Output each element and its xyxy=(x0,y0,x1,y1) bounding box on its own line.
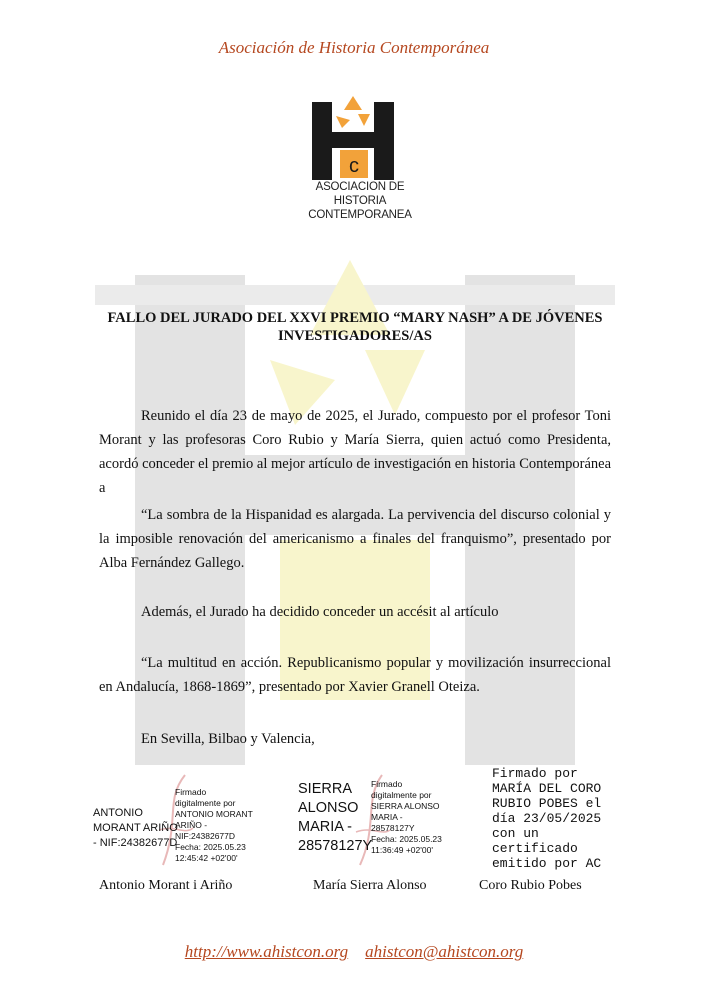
signer-name-rubio: Coro Rubio Pobes xyxy=(479,878,582,893)
signature-detail-line: ARIÑO - xyxy=(175,820,208,830)
title-line: INVESTIGADORES/AS xyxy=(278,328,432,344)
signature-name-line: ALONSO xyxy=(298,800,359,816)
footer xyxy=(0,942,708,962)
paragraph-awarded-article: “La sombra de la Hispanidad es alargada. La pervivencia del discurso colonial y la imposible renovación del americanismo a finales del franquismo”, presentado por Alba Fernández Gallego. xyxy=(99,507,611,571)
signature-detail-line: SIERRA ALONSO xyxy=(371,801,440,811)
title-line: FALLO DEL JURADO DEL XXVI PREMIO “MARY NASH” A DE JÓVENES xyxy=(107,310,603,326)
signature-text-line: con un xyxy=(492,826,539,841)
signature-text-line: emitido por AC xyxy=(492,856,602,871)
signature-detail-line: Fecha: 2025.05.23 xyxy=(175,842,246,852)
header-title: Asociación de Historia Contemporánea xyxy=(218,38,490,57)
footer-email-link[interactable]: ahistcon@ahistcon.org xyxy=(365,942,524,961)
signature-detail-line: digitalmente por xyxy=(371,790,432,800)
digital-signature-morant xyxy=(93,770,263,870)
signature-text-line: MARÍA DEL CORO xyxy=(492,781,602,796)
signature-name-line: ANTONIO xyxy=(93,807,143,819)
signature-detail-line: 11:36:49 +02'00' xyxy=(371,845,433,855)
logo-text-line: CONTEMPORANEA xyxy=(308,209,412,221)
logo-text-line: HISTORIA xyxy=(333,195,387,207)
signature-detail-line: Fecha: 2025.05.23 xyxy=(371,834,442,844)
signature-text-line: día 23/05/2025 xyxy=(492,811,602,826)
digital-signature-rubio xyxy=(492,766,642,871)
signature-detail-line: Firmado xyxy=(175,787,207,797)
paragraph-place: En Sevilla, Bilbao y Valencia, xyxy=(141,731,315,747)
signature-name-line: SIERRA xyxy=(298,781,352,797)
signature-detail-line: Firmado xyxy=(371,779,403,789)
signature-name-line: 28578127Y xyxy=(298,838,373,854)
signature-detail-line: 28578127Y xyxy=(371,823,415,833)
signer-name-morant: Antonio Morant i Ariño xyxy=(99,878,233,893)
association-logo xyxy=(288,92,438,242)
digital-signature-sierra xyxy=(298,770,458,870)
signature-detail-line: ANTONIO MORANT xyxy=(175,809,253,819)
signature-text-line: Firmado por xyxy=(492,766,578,781)
logo-emblem-icon xyxy=(288,92,438,182)
signature-name-line: MORANT ARIÑO xyxy=(93,822,178,834)
signature-detail-line: MARIA - xyxy=(371,812,403,822)
signature-detail-line: digitalmente por xyxy=(175,798,236,808)
signature-text-line: certificado xyxy=(492,841,578,856)
paragraph-accesit: Además, el Jurado ha decidido conceder un accésit al artículo xyxy=(141,604,499,620)
paragraph-accesit-article: “La multitud en acción. Republicanismo popular y movilización insurreccional en Andalucía, 1868-1869”, presentado por Xavier Granell Oteiza. xyxy=(99,655,611,695)
svg-text:c: c xyxy=(349,155,359,177)
signature-name-line: - NIF:24382677D xyxy=(93,837,178,849)
signature-detail-line: NIF:24382677D xyxy=(175,831,236,841)
signature-name-line: MARIA - xyxy=(298,819,352,835)
document-title xyxy=(60,309,650,345)
paragraph-jury-meeting: Reunido el día 23 de mayo de 2025, el Jurado, compuesto por el profesor Toni Morant y las profesoras Coro Rubio y María Sierra, quien actuó como Presidenta, acordó conceder el premio al mejor artículo de investigación en historia Contemporánea a xyxy=(99,408,611,496)
signature-detail-line: 12:45:42 +02'00' xyxy=(175,853,238,863)
logo-text-line: ASOCIACION DE xyxy=(315,181,405,193)
signer-name-sierra: María Sierra Alonso xyxy=(313,878,427,893)
signature-text-line: RUBIO POBES el xyxy=(492,796,602,811)
footer-website-link[interactable]: http://www.ahistcon.org xyxy=(184,942,349,961)
